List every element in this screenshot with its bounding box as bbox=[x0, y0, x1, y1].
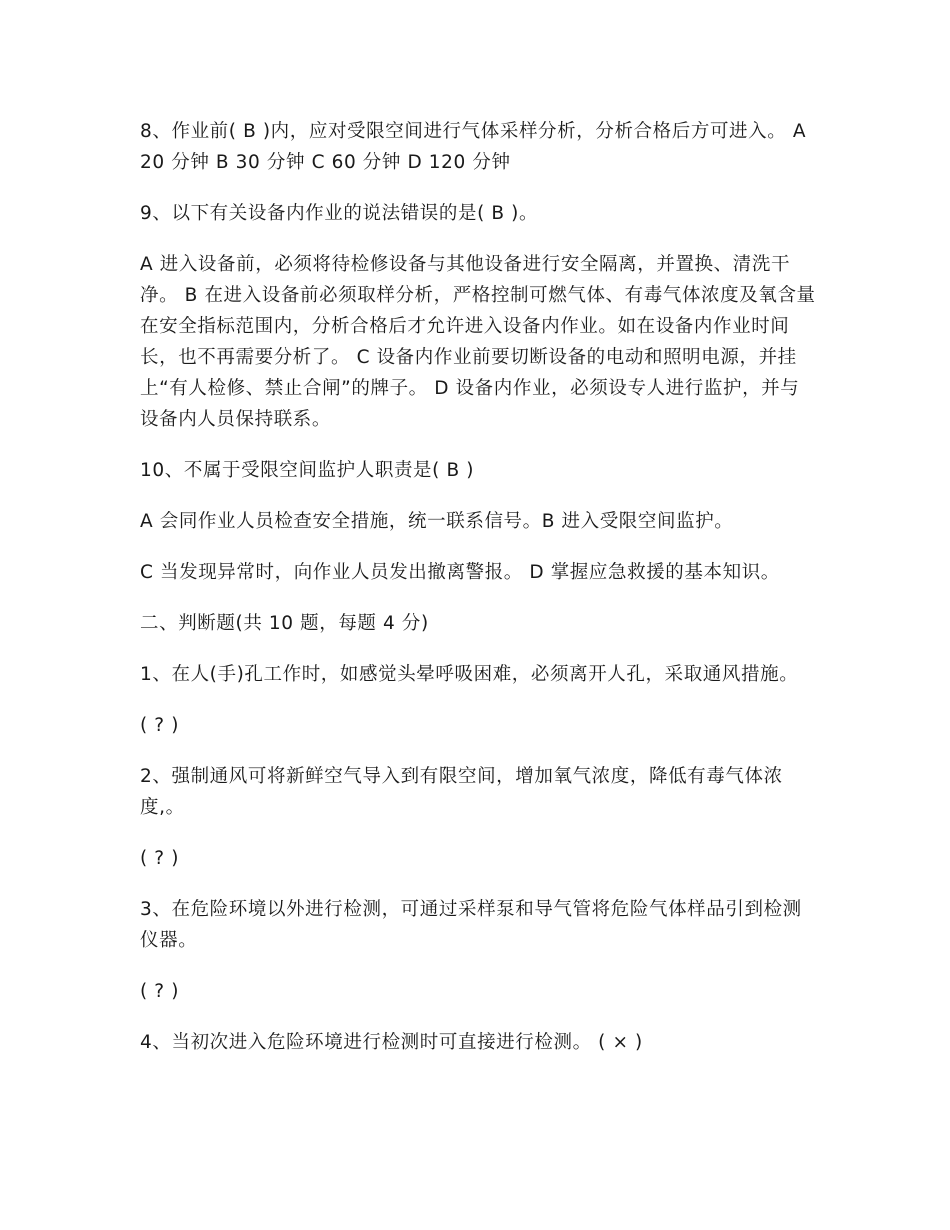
judgement-3: 3、在危险环境以外进行检测，可通过采样泵和导气管将危险气体样品引到检测仪器。 bbox=[140, 899, 802, 951]
question-9: 9、以下有关设备内作业的说法错误的是( B )。 bbox=[140, 203, 539, 224]
question-9-options: A 进入设备前，必须将待检修设备与其他设备进行安全隔离，并置换、清洗干净。 B 在进入设备前必须取样分析，严格控制可燃气体、有毒气体浓度及氧含量在安全指标范围内，分析合格后才允许进入设备内作业。如在设备内作业时间长，也不再需要分析了。 C 设备内作业前要切断设备的电动和照明电源，并挂上“有人检修、禁止合闸”的牌子。 D 设备内作业，必须设专人进行监护，并与设备内人员保持联系。 bbox=[140, 254, 816, 430]
judgement-2: 2、强制通风可将新鲜空气导入到有限空间，增加氧气浓度，降低有毒气体浓度,。 bbox=[140, 766, 783, 818]
judgement-3-answer: ( ? ) bbox=[140, 981, 180, 1002]
judgement-4: 4、当初次进入危险环境进行检测时可直接进行检测。 ( × ) bbox=[140, 1032, 643, 1053]
judgement-1-answer: ( ? ) bbox=[140, 715, 180, 736]
question-10-options-cd: C 当发现异常时，向作业人员发出撤离警报。 D 掌握应急救援的基本知识。 bbox=[140, 562, 780, 583]
question-8: 8、作业前( B )内，应对受限空间进行气体采样分析，分析合格后方可进入。 A 20 分钟 B 30 分钟 C 60 分钟 D 120 分钟 bbox=[140, 121, 807, 173]
judgement-2-answer: ( ? ) bbox=[140, 848, 180, 869]
question-10-options-ab: A 会同作业人员检查安全措施，统一联系信号。B 进入受限空间监护。 bbox=[140, 511, 734, 532]
document-page bbox=[140, 116, 816, 1078]
judgement-1: 1、在人(手)孔工作时，如感觉头晕呼吸困难，必须离开人孔，采取通风措施。 bbox=[140, 664, 799, 685]
section-heading-judgement: 二、判断题(共 10 题，每题 4 分) bbox=[140, 613, 429, 634]
question-10: 10、不属于受限空间监护人职责是( B ) bbox=[140, 460, 475, 481]
